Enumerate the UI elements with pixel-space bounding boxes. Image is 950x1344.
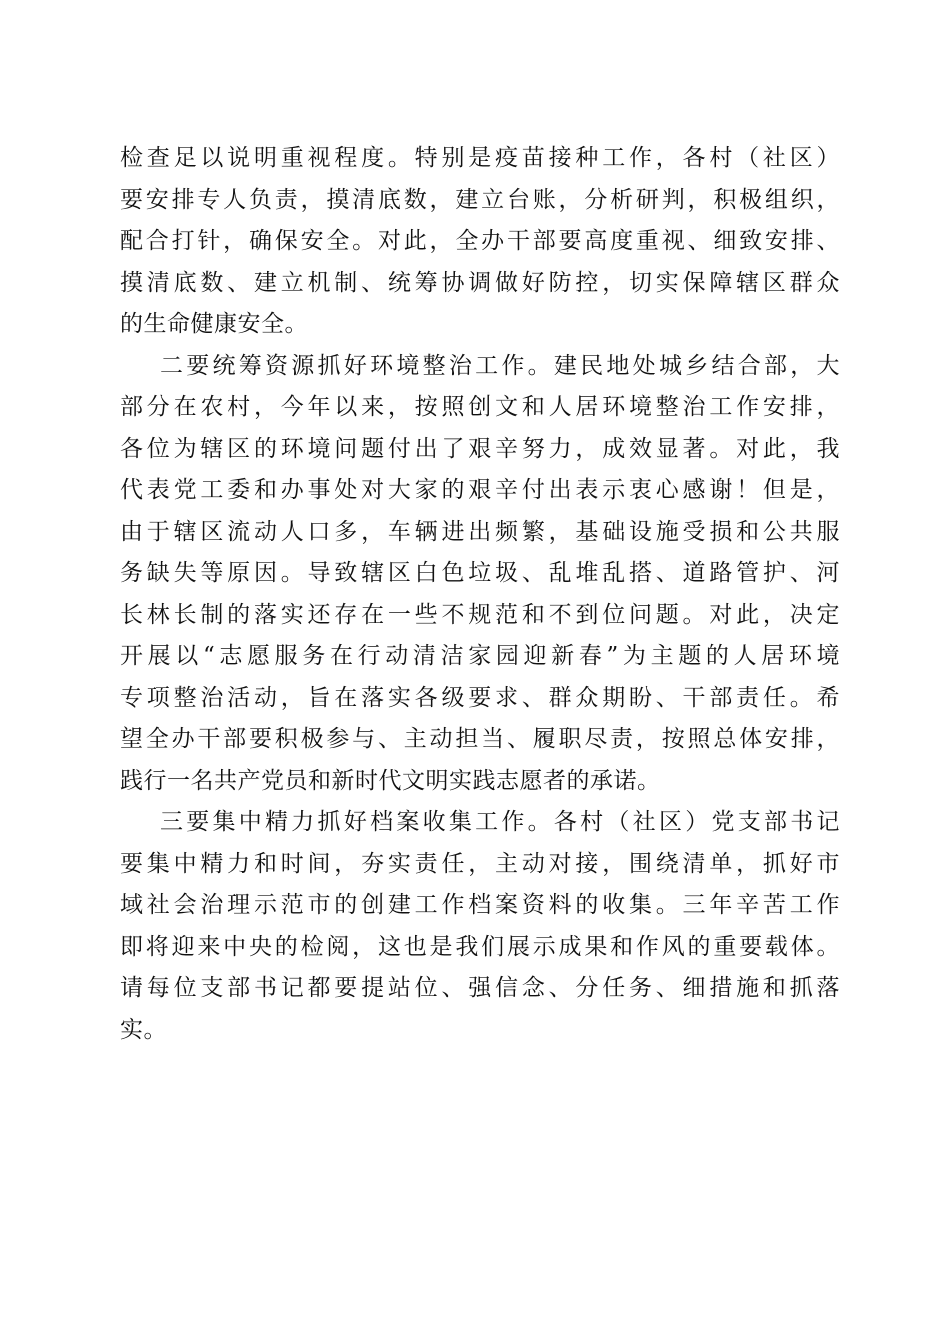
text-line: 践行一名共产党员和新时代文明实践志愿者的承诺。 bbox=[120, 767, 661, 794]
text-line: 三要集中精力抓好档案收集工作。各村（社区）党支部书记 bbox=[160, 809, 840, 835]
text-line: 域社会治理示范市的创建工作档案资料的收集。三年辛苦工作 bbox=[120, 892, 840, 918]
paragraph-3 bbox=[120, 802, 840, 1051]
paragraph-1 bbox=[120, 138, 840, 346]
paragraph-2 bbox=[120, 346, 840, 803]
text-line: 部分在农村，今年以来，按照创文和人居环境整治工作安排， bbox=[120, 394, 840, 420]
text-line: 开展以“志愿服务在行动清洁家园迎新春”为主题的人居环境 bbox=[120, 643, 840, 669]
text-line: 专项整治活动，旨在落实各级要求、群众期盼、干部责任。希 bbox=[120, 684, 840, 711]
text-line: 请每位支部书记都要提站位、强信念、分任务、细措施和抓落 bbox=[120, 975, 840, 1001]
text-line: 长林长制的落实还存在一些不规范和不到位问题。对此，决定 bbox=[120, 601, 840, 628]
text-line: 各位为辖区的环境问题付出了艰辛努力，成效显著。对此，我 bbox=[120, 435, 840, 462]
text-line: 要安排专人负责，摸清底数，建立台账，分析研判，积极组织， bbox=[120, 186, 840, 213]
text-line: 即将迎来中央的检阅，这也是我们展示成果和作风的重要载体。 bbox=[120, 933, 840, 960]
text-line: 的生命健康安全。 bbox=[120, 311, 308, 337]
text-line: 二要统筹资源抓好环境整治工作。建民地处城乡结合部，大 bbox=[160, 352, 840, 379]
text-line: 望全办干部要积极参与、主动担当、履职尽责，按照总体安排， bbox=[120, 726, 840, 752]
text-line: 摸清底数、建立机制、统筹协调做好防控，切实保障辖区群众 bbox=[120, 269, 840, 296]
text-line: 配合打针，确保安全。对此，全办干部要高度重视、细致安排、 bbox=[120, 228, 840, 254]
text-line: 要集中精力和时间，夯实责任，主动对接，围绕清单，抓好市 bbox=[120, 850, 840, 877]
text-line: 代表党工委和办事处对大家的艰辛付出表示衷心感谢！但是， bbox=[120, 477, 840, 503]
text-line: 检查足以说明重视程度。特别是疫苗接种工作，各村（社区） bbox=[120, 145, 840, 171]
text-line: 实。 bbox=[120, 1016, 167, 1043]
text-line: 由于辖区流动人口多，车辆进出频繁，基础设施受损和公共服 bbox=[120, 518, 840, 545]
document-body bbox=[120, 138, 840, 1051]
text-line: 务缺失等原因。导致辖区白色垃圾、乱堆乱搭、道路管护、河 bbox=[120, 560, 840, 586]
